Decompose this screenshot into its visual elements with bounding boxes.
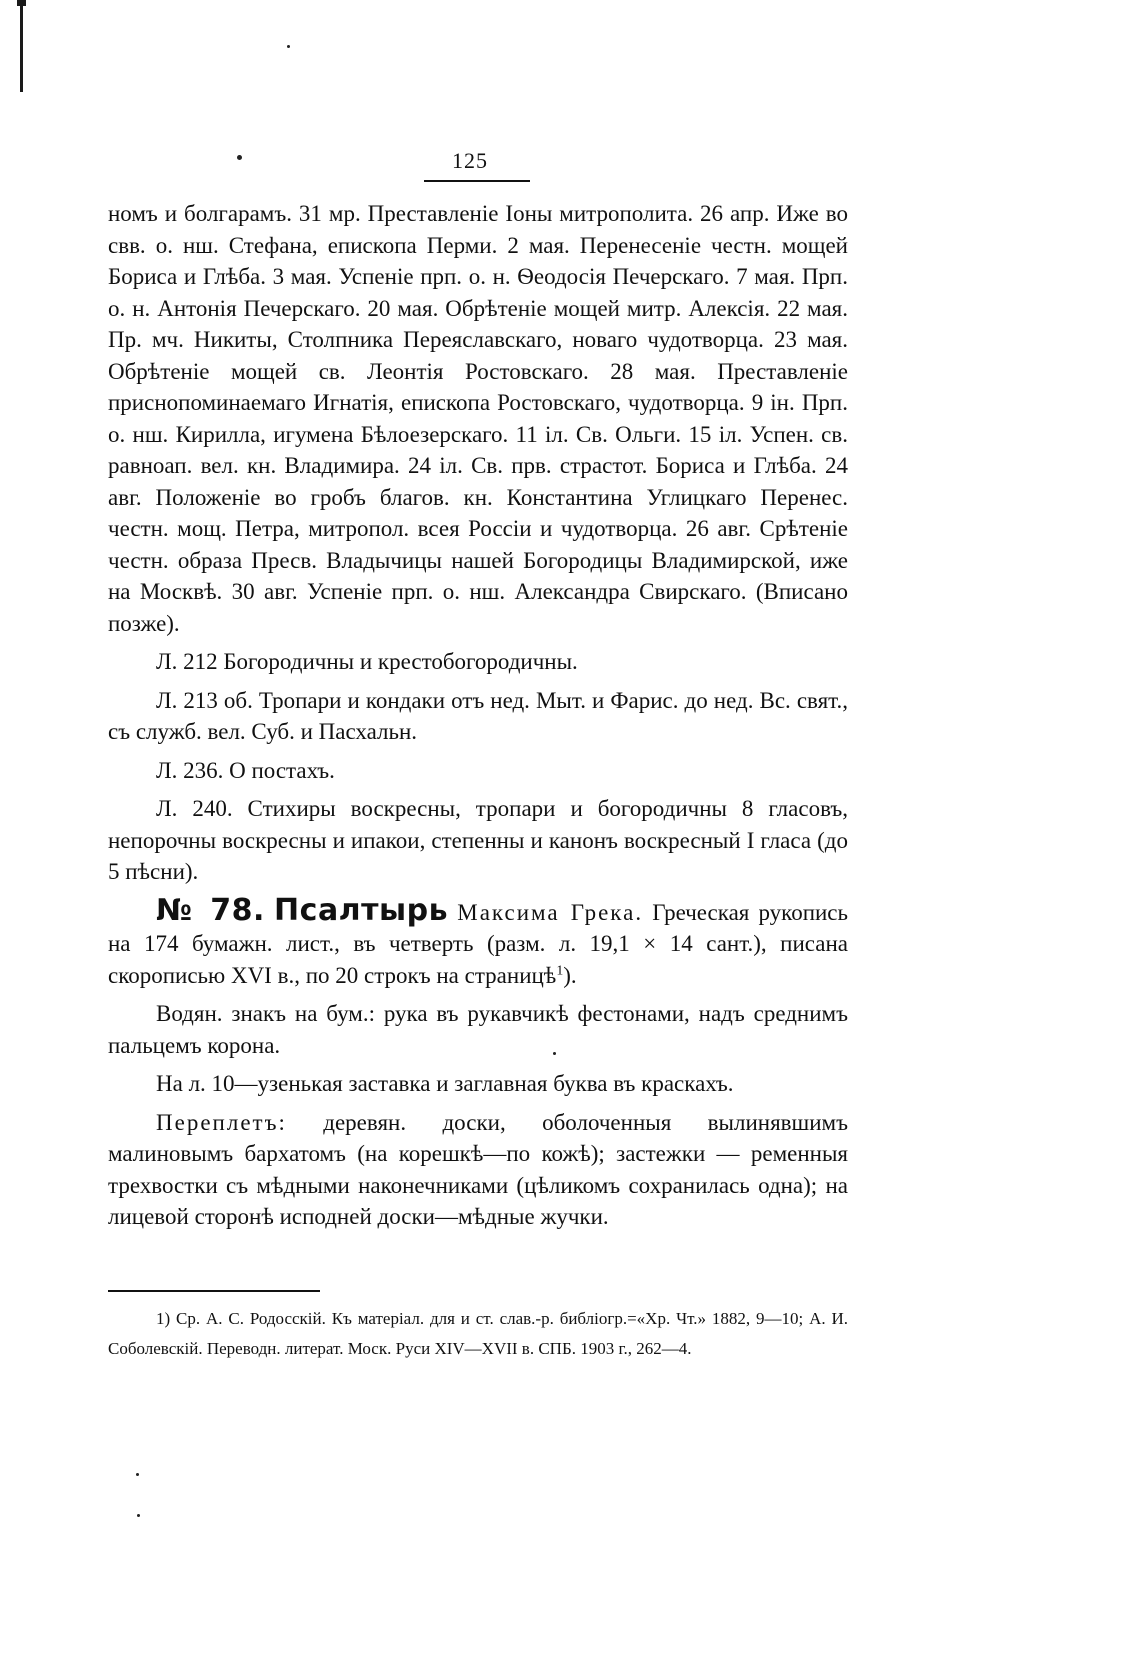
item-author: Максима Грека. bbox=[457, 899, 644, 925]
binding-label: Переплетъ: bbox=[156, 1109, 287, 1135]
footnote-text: Ср. А. С. Родосскій. Къ матеріал. для и ст. слав.-р. библіогр.=«Хр. Чт.» 1882, 9—10; А. И. Соболевскій. Переводн. литерат. Моск. Руси XIV—XVII в. СПБ. 1903 г., 262—4. bbox=[108, 1309, 849, 1358]
entry-leaf-212: Л. 212 Богородичны и крестобогородичны. bbox=[156, 649, 578, 674]
binding-note: деревян. доски, оболоченныя вылинявшимъ малиновымъ бархатомъ (на корешкѣ—по кожѣ); застежки — ременныя трехвостки съ мѣдными наконечниками (цѣликомъ сохранилась одна); на лицевой сторонѣ исподней доски—мѣдные жучки. bbox=[108, 1109, 848, 1229]
decoration-note: На л. 10—узенькая заставка и заглавная буква въ краскахъ. bbox=[156, 1071, 734, 1096]
scan-speck bbox=[287, 45, 290, 48]
entry-leaf-240: Л. 240. Стихиры воскресны, тропари и богородичны 8 гласовъ, непорочны воскресны и ипакои, степенны и канонъ воскресный I гласа (до 5 пѣсни). bbox=[108, 796, 848, 884]
scan-speck bbox=[237, 155, 242, 160]
entry-leaf-213: Л. 213 об. Тропари и кондаки отъ нед. Мыт. и Фарис. до нед. Вс. свят., съ служб. вел. Суб. и Пасхальн. bbox=[108, 687, 848, 744]
footnote-marker: 1) bbox=[156, 1309, 171, 1328]
item-number: № 78. bbox=[156, 892, 265, 928]
manuscript-entry bbox=[108, 892, 849, 992]
main-text bbox=[108, 198, 848, 1233]
scan-speck bbox=[136, 1473, 139, 1476]
page-number: 125 bbox=[452, 148, 488, 173]
footnote-reference: 1 bbox=[556, 961, 564, 977]
scan-speck bbox=[137, 1514, 140, 1517]
footnote bbox=[108, 1304, 848, 1364]
item-description: Греческая рукопись на 174 бумажн. лист., въ четверть (разм. л. 19,1 × 14 сант.), писана скорописью XVI в., по 20 строкъ на страницѣ bbox=[108, 899, 849, 988]
item-title: Псалтырь bbox=[274, 892, 449, 928]
item-description-end: ). bbox=[563, 962, 577, 988]
scan-edge-line bbox=[20, 0, 23, 92]
footnote-rule bbox=[108, 1290, 320, 1292]
entry-leaf-236: Л. 236. О постахъ. bbox=[156, 757, 335, 783]
watermark-note: Водян. знакъ на бум.: рука въ рукавчикѣ фестонами, надъ среднимъ пальцемъ корона. bbox=[108, 1001, 848, 1058]
calendar-paragraph: номъ и болгарамъ. 31 мр. Преставленіе Іоны митрополита. 26 апр. Иже во свв. о. нш. Стефана, епископа Перми. 2 мая. Перенесеніе честн. мощей Бориса и Глѣба. 3 мая. Успеніе прп. о. н. Ѳеодосія Печерскаго. 7 мая. Прп. о. н. Антонія Печерскаго. 20 мая. Обрѣтеніе мощей митр. Алексія. 22 мая. Пр. мч. Никиты, Столпника Переяславскаго, новаго чудотворца. 23 мая. Обрѣтеніе мощей св. Леонтія Ростовскаго. 28 мая. Преставленіе приснопоминаемаго Игнатія, епископа Ростовскаго, чудотворца. 9 ін. Прп. о. нш. Кирилла, игумена Бѣлоезерскаго. 11 іл. Св. Ольги. 15 іл. Успен. св. равноап. вел. кн. Владимира. 24 іл. Св. прв. страстот. Бориса и Глѣба. 24 авг. Положеніе во гробъ благов. кн. Константина Углицкаго Перенес. честн. мощ. Петра, митропол. всея Россіи и чудотворца. 26 авг. Срѣтеніе честн. образа Пресв. Владычицы нашей Богородицы Владимирской, иже на Москвѣ. 30 авг. Успеніе прп. о. нш. Александра Свирскаго. (Вписано позже). bbox=[108, 201, 848, 636]
binding-note-paragraph bbox=[108, 1107, 848, 1233]
page-number-rule bbox=[424, 180, 530, 182]
